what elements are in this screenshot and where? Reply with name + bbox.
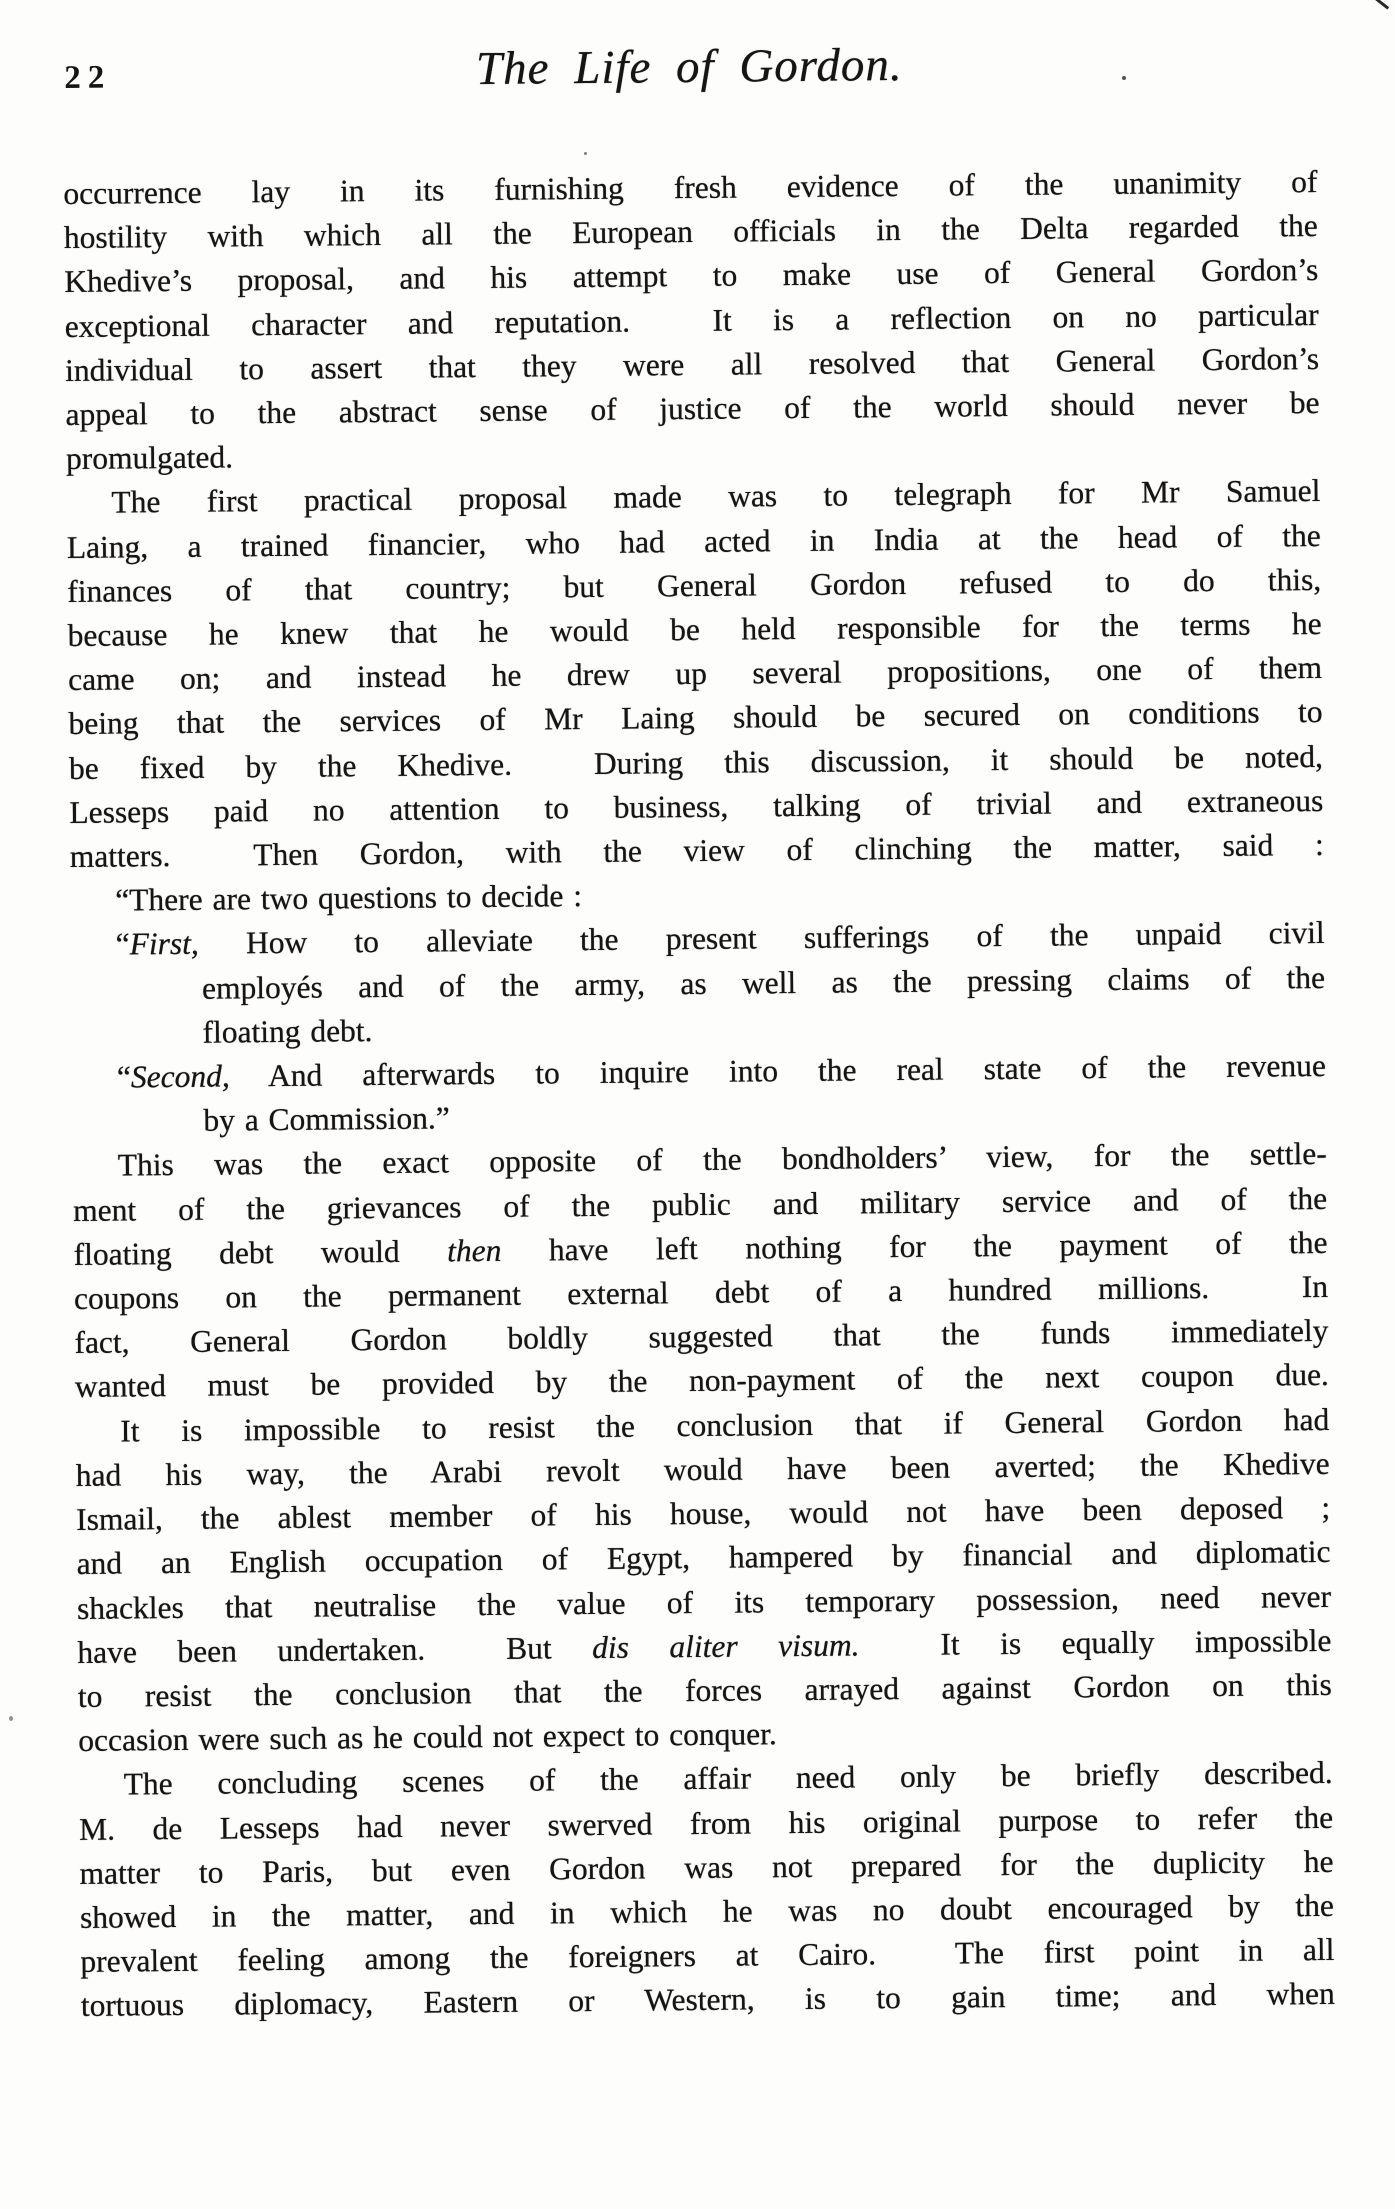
text-segment: The first practical proposal made was to telegraph for Mr Samuel	[111, 473, 1321, 520]
text-segment: The concluding scenes of the affair need only be briefly described.	[123, 1755, 1333, 1802]
text-segment: How to alleviate the present sufferings of the unpaid civil	[198, 915, 1325, 962]
text-segment: floating debt.	[202, 1012, 373, 1050]
text-segment: It is impossible to resist the conclusion that if General Gordon had	[120, 1401, 1330, 1449]
scan-speck	[1122, 76, 1126, 80]
page-content	[62, 34, 1335, 2028]
text-segment: occasion were such as he could not expect to conquer.	[78, 1716, 777, 1759]
text-segment: to resist the conclusion that the forces arrayed against Gordon on this	[77, 1666, 1332, 1714]
text-segment: employés and of the army, as well as the pressing claims of the	[201, 959, 1326, 1006]
paragraph	[66, 469, 1324, 879]
text-segment: Khedive’s proposal, and his attempt to make use of General Gordon’s	[64, 252, 1319, 300]
scan-speck	[1375, 0, 1389, 10]
text-segment: occurrence lay in its furnishing fresh evidence of the unanimity of	[63, 163, 1318, 212]
text-segment: And afterwards to inquire into the real state of the revenue	[229, 1047, 1327, 1094]
paragraph	[72, 1044, 1327, 1144]
italic-text: First,	[129, 926, 199, 962]
text-segment: “	[116, 1059, 132, 1095]
text-segment: ment of the grievances of the public and military service and of the	[73, 1180, 1328, 1228]
text-segment: wanted must be provided by the non-payment of the next coupon due.	[74, 1357, 1330, 1405]
text-segment: prevalent feeling among the foreigners at Cairo. The first point in all	[80, 1932, 1335, 1980]
page-title: The Life of Gordon.	[475, 38, 903, 96]
text-segment: matter to Paris, but even Gordon was not prepared for the duplicity he	[79, 1843, 1334, 1891]
text-segment: came on; and instead he drew up several propositions, one of them	[67, 650, 1323, 698]
paragraph	[75, 1398, 1332, 1764]
text-segment: hostility with which all the European officials in the Delta regarded the	[63, 208, 1318, 256]
page-number: 22	[64, 59, 112, 96]
text-segment: individual to assert that they were all resolved that General Gordon’s	[64, 340, 1320, 388]
text-segment: Laing, a trained financier, who had acted in India at the head of the	[66, 517, 1321, 565]
text-segment: exceptional character and reputation. It is a reflection on no particular	[64, 296, 1319, 344]
italic-text: Second,	[130, 1058, 230, 1095]
text-segment: floating debt would	[73, 1233, 448, 1272]
page-header	[62, 34, 1317, 132]
text-segment: M. de Lesseps had never swerved from his original purpose to refer the	[78, 1799, 1334, 1847]
text-segment: shackles that neutralise the value of its temporary possession, need never	[76, 1578, 1332, 1626]
paragraph	[63, 160, 1320, 481]
text-segment: be fixed by the Khedive. During this discussion, it should be noted,	[68, 738, 1324, 786]
scan-speck	[9, 1716, 13, 1721]
text-segment: It is equally impossible	[859, 1622, 1332, 1663]
italic-text: dis aliter visum.	[591, 1627, 860, 1665]
text-segment: because he knew that he would be held responsible for the terms he	[67, 605, 1322, 654]
text-segment: fact, General Gordon boldly suggested that the funds immediately	[74, 1313, 1329, 1361]
paragraph	[79, 1751, 1335, 2028]
text-segment: tortuous diplomacy, Eastern or Western, is to gain time; and when	[80, 1976, 1335, 2024]
scan-speck	[584, 152, 587, 155]
text-segment: Lesseps paid no attention to business, talking of trivial and extraneous	[69, 782, 1324, 830]
text-segment: and an English occupation of Egypt, hampered by financial and diplomatic	[76, 1534, 1331, 1582]
text-segment: This was the exact opposite of the bondholders’ view, for the settle-	[117, 1136, 1327, 1184]
text-segment: finances of that country; but General Gordon refused to do this,	[67, 561, 1322, 609]
italic-text: then	[446, 1232, 502, 1269]
text-segment: coupons on the permanent external debt of a hundred millions. In	[73, 1269, 1329, 1317]
text-segment: had his way, the Arabi revolt would have been averted; the Khedive	[75, 1445, 1330, 1493]
text-segment: by a Commission.”	[203, 1100, 450, 1138]
text-segment: Ismail, the ablest member of his house, would not have been deposed ;	[76, 1490, 1331, 1538]
text-segment: have left nothing for the payment of the	[501, 1224, 1328, 1268]
text-segment: matters. Then Gordon, with the view of clinching the matter, said :	[69, 826, 1324, 875]
paragraph	[73, 1132, 1329, 1409]
paragraph	[70, 911, 1325, 1056]
text-segment: promulgated.	[65, 439, 234, 477]
text-segment: being that the services of Mr Laing should be secured on conditions to	[68, 694, 1323, 742]
text-segment: “	[115, 926, 130, 962]
text-segment: appeal to the abstract sense of justice of the world should never be	[65, 384, 1320, 433]
text-segment: “There are two questions to decide :	[115, 878, 583, 918]
text-segment: showed in the matter, and in which he was no doubt encouraged by the	[79, 1887, 1335, 1935]
page-body	[63, 160, 1335, 2028]
text-segment: have been undertaken. But	[77, 1629, 593, 1670]
